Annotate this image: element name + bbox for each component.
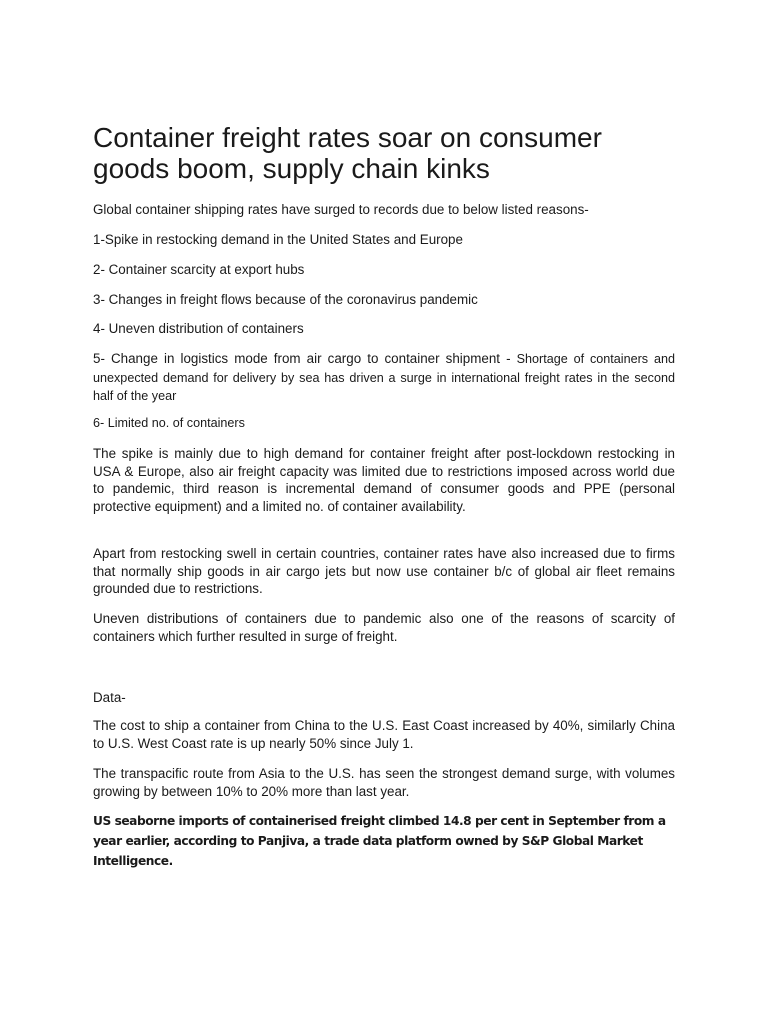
body-paragraph-3: Uneven distributions of containers due to pandemic also one of the reasons of scarcity of containers which further resulted in surge of freight. [93,611,675,644]
intro-text: Global container shipping rates have surged to records due to below listed reasons- [93,202,589,217]
reason-5-detail: Shortage of containers and unexpected demand for delivery by sea has driven a surge in international freight rates in the second half of the year [93,352,675,403]
reason-5-lead: 5- Change in logistics mode from air cargo to container shipment - [93,351,511,366]
reason-item-3: 3- Changes in freight flows because of the coronavirus pandemic [93,292,478,307]
body-paragraph-1: The spike is mainly due to high demand for container freight after post-lockdown restocking in USA & Europe, also air freight capacity was limited due to restrictions imposed across world due to pandemic, third reason is incremental demand of consumer goods and PPE (personal protective equipment) and a limited no. of container availability. [93,446,675,514]
reason-item-4: 4- Uneven distribution of containers [93,321,304,336]
data-heading: Data- [93,690,126,705]
closing-paragraph: US seaborne imports of containerised freight climbed 14.8 per cent in September from a year earlier, according to Panjiva, a trade data platform owned by S&P Global Market Intelligence. [93,814,666,868]
reason-item-5 [93,350,675,406]
reason-item-2: 2- Container scarcity at export hubs [93,262,305,277]
document-title: Container freight rates soar on consumer goods boom, supply chain kinks [93,122,602,184]
data-paragraph-2: The transpacific route from Asia to the U.S. has seen the strongest demand surge, with volumes growing by between 10% to 20% more than last year. [93,766,675,799]
data-paragraph-1: The cost to ship a container from China to the U.S. East Coast increased by 40%, similarly China to U.S. West Coast rate is up nearly 50% since July 1. [93,718,675,751]
reason-item-6: 6- Limited no. of containers [93,416,245,430]
reason-item-1: 1-Spike in restocking demand in the United States and Europe [93,232,463,247]
body-paragraph-2: Apart from restocking swell in certain countries, container rates have also increased due to firms that normally ship goods in air cargo jets but now use container b/c of global air fleet remains grounded due to restrictions. [93,546,675,596]
